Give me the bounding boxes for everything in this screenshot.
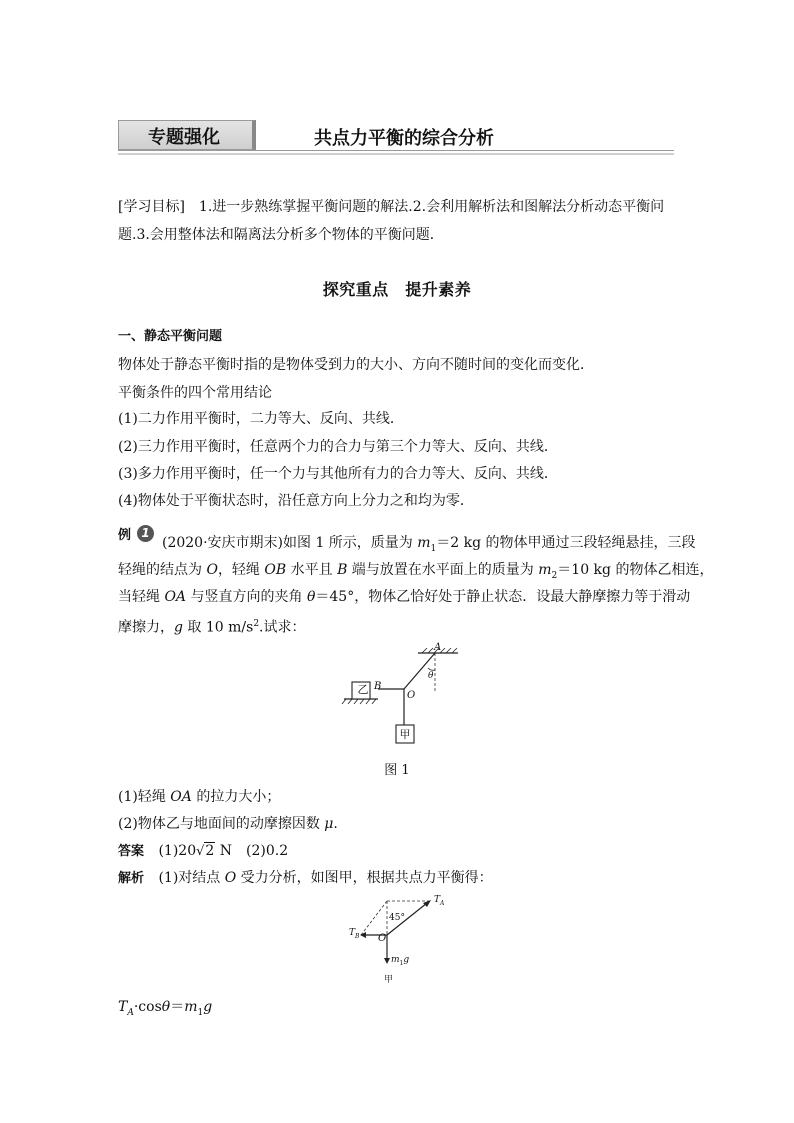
section-heading: 探究重点 提升素养: [322, 280, 472, 299]
subscript: B: [355, 932, 360, 940]
text: 摩擦力，: [118, 619, 174, 636]
example-number-badge: 1: [137, 525, 154, 542]
var-m: m: [417, 535, 431, 551]
text: (2)物体乙与地面间的动摩擦因数: [118, 816, 325, 832]
question-2: [118, 814, 338, 834]
force-m1g-arrowhead: [384, 958, 390, 964]
objectives-line-1: [学习目标] 1.进一步熟练掌握平衡问题的解法.2.会利用解析法和图解法分析动态平衡问: [118, 199, 665, 215]
answer-rest: N (2)0.2: [215, 843, 289, 859]
part1-line-2: 平衡条件的四个常用结论: [118, 385, 272, 401]
T: T: [434, 895, 441, 905]
fig1-label-O: O: [407, 690, 416, 701]
sqrt-sign: √: [196, 844, 205, 859]
objectives-line-2: 题.3.会用整体法和隔离法分析多个物体的平衡问题．: [118, 227, 444, 243]
part1-line-1: 物体处于静态平衡时指的是物体受到力的大小、方向不随时间的变化而变化．: [118, 357, 594, 373]
fig2-label-O: O: [378, 933, 387, 944]
example-line-1: [162, 533, 696, 559]
subscript: 1: [197, 1007, 204, 1018]
text: 受力分析，如图甲，根据共点力平衡得：: [236, 870, 493, 886]
part1-item-2: (2)三力作用平衡时，任意两个力的合力与第三个力等大、反向、共线．: [118, 439, 558, 455]
force-TB-arrowhead: [360, 932, 366, 938]
var-m: m: [184, 999, 198, 1015]
var-theta: θ: [306, 589, 316, 605]
text: (1)轻绳: [118, 789, 171, 805]
text: ，轻绳: [217, 562, 265, 578]
text: (1)对结点: [158, 870, 225, 886]
header-rule-shadow: [118, 153, 674, 155]
figure-1-caption: 图 1: [384, 763, 410, 778]
equals: ＝: [170, 999, 185, 1015]
part1-heading: 一、静态平衡问题: [118, 329, 223, 344]
answer-part1: (1)20: [158, 843, 197, 859]
answer-line: [118, 841, 288, 862]
text: 轻绳的结点为: [118, 562, 207, 578]
var-O: O: [206, 562, 218, 578]
text: 水平且: [286, 562, 338, 578]
text: .试求：: [259, 619, 306, 636]
example-line-2: [118, 560, 713, 586]
text: 的拉力大小；: [191, 789, 281, 805]
floor-hatching: [342, 699, 376, 704]
example-line-4: [118, 614, 306, 638]
text: 当轻绳: [118, 589, 165, 605]
text: 端与放置在水平面上的质量为: [347, 562, 539, 578]
subscript: 2: [551, 570, 558, 581]
fig1-box-jia-label: 甲: [399, 728, 411, 741]
sqrt-radicand: 2: [205, 843, 215, 859]
header-title: 共点力平衡的综合分析: [314, 128, 494, 149]
fig1-box-yi-label: 乙: [357, 683, 369, 696]
subscript: 1: [399, 959, 404, 967]
g: g: [403, 955, 410, 965]
example-line-3: [118, 587, 690, 607]
var-T: T: [118, 999, 128, 1015]
fig2-label-TB: [349, 928, 359, 940]
answer-label: 答案: [118, 844, 145, 859]
header-tab-label: 专题强化: [148, 127, 220, 148]
var-OB: OB: [264, 562, 287, 578]
analysis-label: 解析: [118, 871, 145, 886]
fig1-label-A: A: [434, 642, 442, 653]
figure-2-caption: 甲: [384, 975, 394, 985]
text: (2020·安庆市期末)如图 1 所示，质量为: [162, 535, 418, 551]
m: m: [391, 955, 400, 965]
T: T: [349, 928, 356, 938]
fig2-label-TA: [434, 895, 444, 907]
fig2-label-m1g: [391, 955, 409, 967]
header-rule: [118, 150, 674, 151]
header-tab: [118, 120, 256, 150]
fig1-label-theta: θ: [428, 671, 434, 681]
part1-item-4: (4)物体处于平衡状态时，沿任意方向上分力之和均为零．: [118, 493, 474, 509]
subscript: A: [127, 1007, 134, 1018]
subscript: 1: [430, 543, 437, 554]
var-theta: θ: [161, 999, 171, 1015]
fig1-label-B: B: [374, 681, 382, 692]
var-g: g: [174, 619, 183, 636]
superscript: 2: [253, 619, 260, 629]
var-mu: μ: [324, 816, 334, 832]
fig2-angle-label: 45°: [389, 913, 405, 923]
var-O: O: [224, 870, 237, 886]
angle-arc: [428, 668, 435, 670]
subscript: A: [440, 899, 445, 907]
dashed-diagonal: [361, 901, 387, 935]
text: .: [333, 816, 338, 832]
text: 与竖直方向的夹角: [186, 589, 307, 605]
var-B: B: [337, 562, 348, 578]
text: 取 10 m/s: [182, 619, 254, 636]
equation-line: [118, 997, 212, 1023]
text: ·cos: [133, 999, 162, 1015]
text: ＝45°，物体乙恰好处于静止状态．设最大静摩擦力等于滑动: [315, 589, 691, 605]
var-m: m: [538, 562, 552, 578]
analysis-line: [118, 868, 493, 889]
question-1: [118, 787, 280, 807]
text: ＝10 kg 的物体乙相连，: [557, 562, 714, 578]
var-OA: OA: [164, 589, 187, 605]
var-OA: OA: [170, 789, 192, 805]
part1-item-1: (1)二力作用平衡时，二力等大、反向、共线．: [118, 411, 404, 427]
part1-item-3: (3)多力作用平衡时，任一个力与其他所有力的合力等大、反向、共线．: [118, 466, 558, 482]
var-g: g: [203, 999, 213, 1015]
example-label: 例: [118, 528, 132, 543]
text: ＝2 kg 的物体甲通过三段轻绳悬挂，三段: [436, 535, 696, 551]
